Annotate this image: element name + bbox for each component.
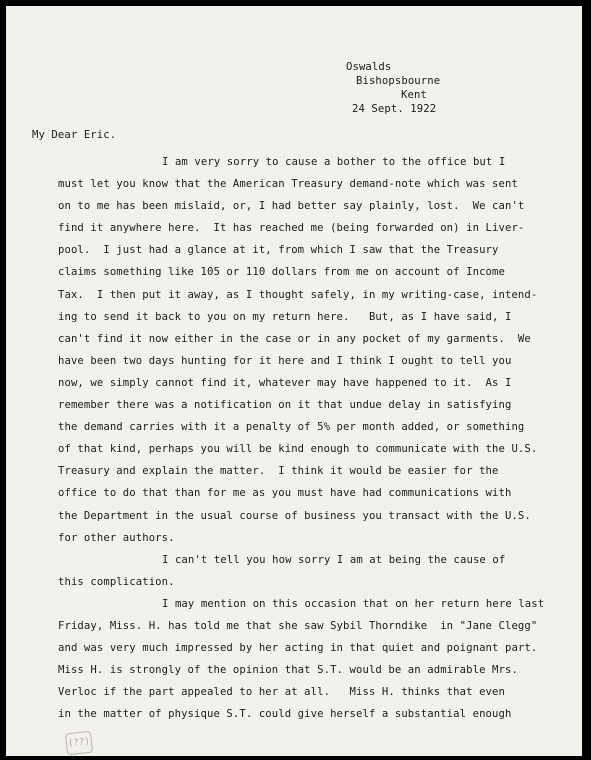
letter-line: Verloc if the part appealed to her at all. Miss H. thinks that even — [58, 686, 505, 699]
address-line: Kent — [401, 89, 427, 101]
letter-line: Miss H. is strongly of the opinion that S.T. would be an admirable Mrs. — [58, 664, 518, 677]
letter-line: Treasury and explain the matter. I think it would be easier for the — [58, 465, 499, 478]
letter-line: Friday, Miss. H. has told me that she saw Sybil Thorndike in "Jane Clegg" — [58, 619, 538, 632]
salutation: My Dear Eric. — [32, 129, 117, 141]
letter-page — [6, 6, 582, 756]
letter-line: in the matter of physique S.T. could give herself a substantial enough — [58, 708, 512, 721]
letter-line: this complication. — [58, 575, 175, 588]
letter-line: remember there was a notification on it that undue delay in satisfying — [58, 399, 512, 412]
letter-date: 24 Sept. 1922 — [352, 103, 437, 115]
letter-line: office to do that than for me as you must have had communications with — [58, 487, 512, 500]
letter-line: pool. I just had a glance at it, from which I saw that the Treasury — [58, 244, 499, 257]
address-line: Bishopsbourne — [356, 75, 441, 87]
letter-line: find it anywhere here. It has reached me (being forwarded on) in Liver- — [58, 222, 525, 235]
letter-line: have been two days hunting for it here and I think I ought to tell you — [58, 354, 512, 367]
letter-line: the Department in the usual course of business you transact with the U.S. — [58, 509, 531, 522]
address-line: Oswalds — [346, 61, 392, 73]
letter-line: claims something like 105 or 110 dollars from me on account of Income — [58, 266, 505, 279]
letter-line: and was very much impressed by her acting in that quiet and poignant part. — [58, 642, 538, 655]
letter-line: can't find it now either in the case or in any pocket of my garments. We — [58, 332, 531, 345]
letter-line: I may mention on this occasion that on her return here last — [162, 597, 545, 610]
letter-line: on to me has been mislaid, or, I had better say plainly, lost. We can't — [58, 200, 525, 213]
letter-line: I am very sorry to cause a bother to the office but I — [162, 156, 506, 168]
letter-line: I can't tell you how sorry I am at being the cause of — [162, 553, 506, 566]
letter-line: for other authors. — [58, 531, 175, 544]
letter-line: ing to send it back to you on my return here. But, as I have said, I — [58, 310, 512, 323]
letter-line: now, we simply cannot find it, whatever may have happened to it. As I — [58, 376, 512, 389]
letter-line: the demand carries with it a penalty of 5% per month added, or something — [58, 421, 525, 434]
sender-address — [6, 60, 440, 116]
archive-stamp: (??) — [65, 731, 93, 756]
letter-line: must let you know that the American Treasury demand-note which was sent — [58, 178, 518, 191]
letter-body — [58, 151, 578, 725]
letter-line: of that kind, perhaps you will be kind enough to communicate with the U.S. — [58, 443, 538, 456]
letter-line: Tax. I then put it away, as I thought safely, in my writing-case, intend- — [58, 288, 538, 301]
